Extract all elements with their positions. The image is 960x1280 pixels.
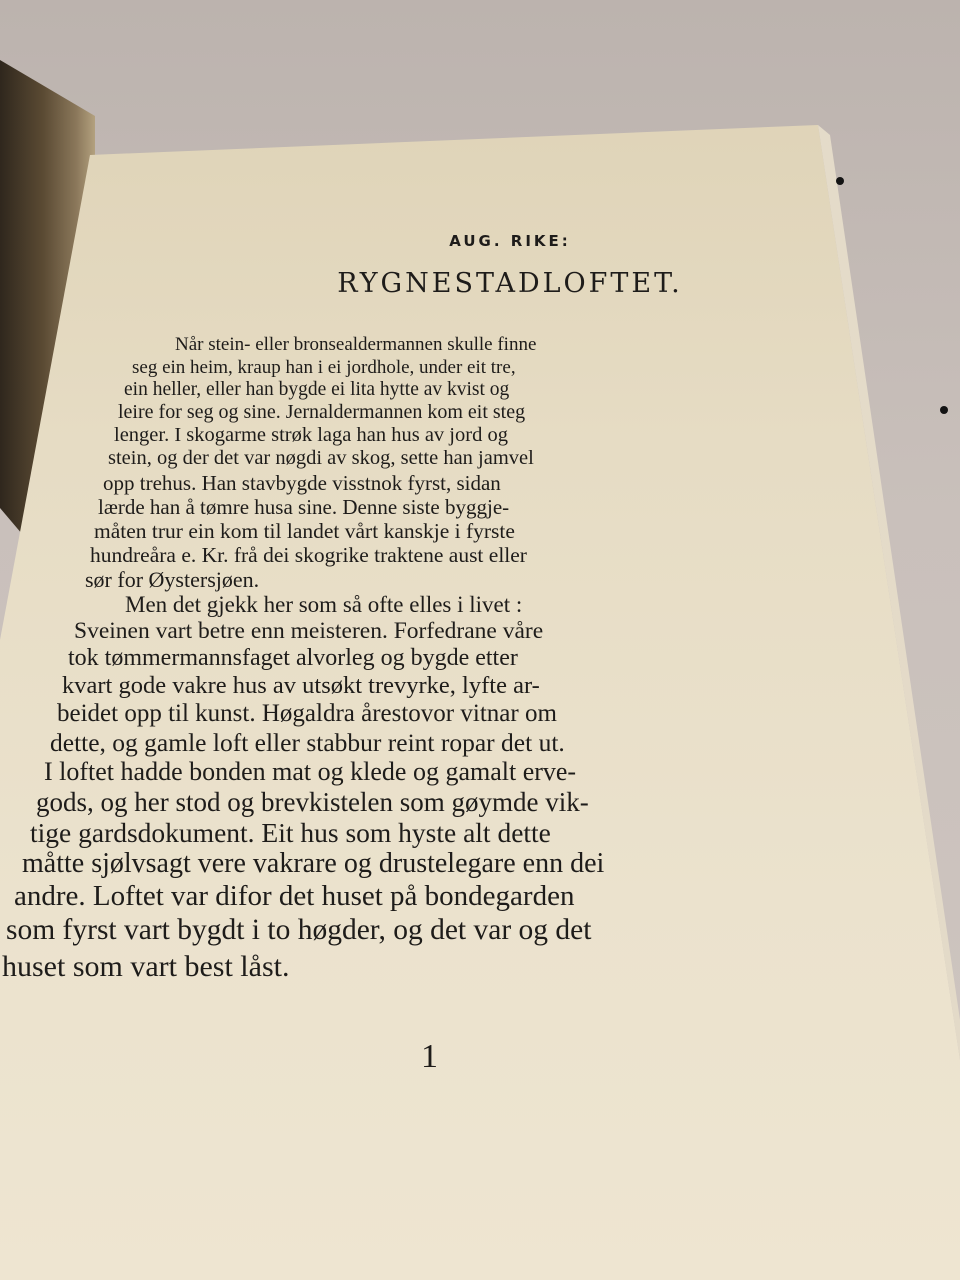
body-line: leire for seg og sine. Jernaldermannen kom eit steg bbox=[118, 401, 526, 423]
body-line: som fyrst vart bygdt i to høgder, og det var og det bbox=[6, 914, 592, 946]
body-line: gods, og her stod og brevkistelen som gøymde vik- bbox=[36, 787, 589, 817]
page-title: RYGNESTADLOFTET. bbox=[337, 268, 683, 299]
body-line: Sveinen vart betre enn meisteren. Forfedrane våre bbox=[74, 618, 544, 644]
body-line: andre. Loftet var difor det huset på bondegarden bbox=[14, 880, 575, 912]
body-line: lenger. I skogarme strøk laga han hus av jord og bbox=[114, 424, 508, 446]
body-line: dette, og gamle loft eller stabbur reint ropar det ut. bbox=[50, 728, 565, 757]
body-line: måten trur ein kom til landet vårt kanskje i fyrste bbox=[94, 519, 515, 543]
body-line: sør for Øystersjøen. bbox=[85, 567, 260, 592]
body-line: beidet opp til kunst. Høgaldra årestovor vitnar om bbox=[57, 700, 557, 727]
body-line: opp trehus. Han stavbygde visstnok fyrst, sidan bbox=[103, 471, 501, 495]
body-line: tok tømmermannsfaget alvorleg og bygde etter bbox=[68, 645, 518, 671]
body-line: Når stein- eller bronsealdermannen skulle finne bbox=[175, 334, 537, 355]
body-line: måtte sjølvsagt vere vakrare og drustelegare enn dei bbox=[22, 848, 605, 879]
body-line: stein, og der det var nøgdi av skog, sette han jamvel bbox=[108, 447, 534, 469]
page-number: 1 bbox=[421, 1038, 438, 1075]
body-line: ein heller, eller han bygde ei lita hytte av kvist og bbox=[124, 379, 510, 400]
body-line: kvart gode vakre hus av utsøkt trevyrke, lyfte ar- bbox=[62, 672, 540, 699]
body-line: I loftet hadde bonden mat og klede og gamalt erve- bbox=[44, 757, 577, 786]
body-line: huset som vart best låst. bbox=[2, 950, 290, 983]
body-line: lærde han å tømre husa sine. Denne siste byggje- bbox=[98, 495, 510, 519]
body-line: Men det gjekk her som så ofte elles i livet : bbox=[125, 592, 523, 617]
body-line: tige gardsdokument. Eit hus som hyste alt dette bbox=[30, 817, 551, 848]
body-line: hundreåra e. Kr. frå dei skogrike traktene aust eller bbox=[90, 543, 527, 567]
body-line: seg ein heim, kraup han i ei jordhole, under eit tre, bbox=[132, 357, 516, 378]
author-line: AUG. RIKE: bbox=[449, 232, 571, 250]
